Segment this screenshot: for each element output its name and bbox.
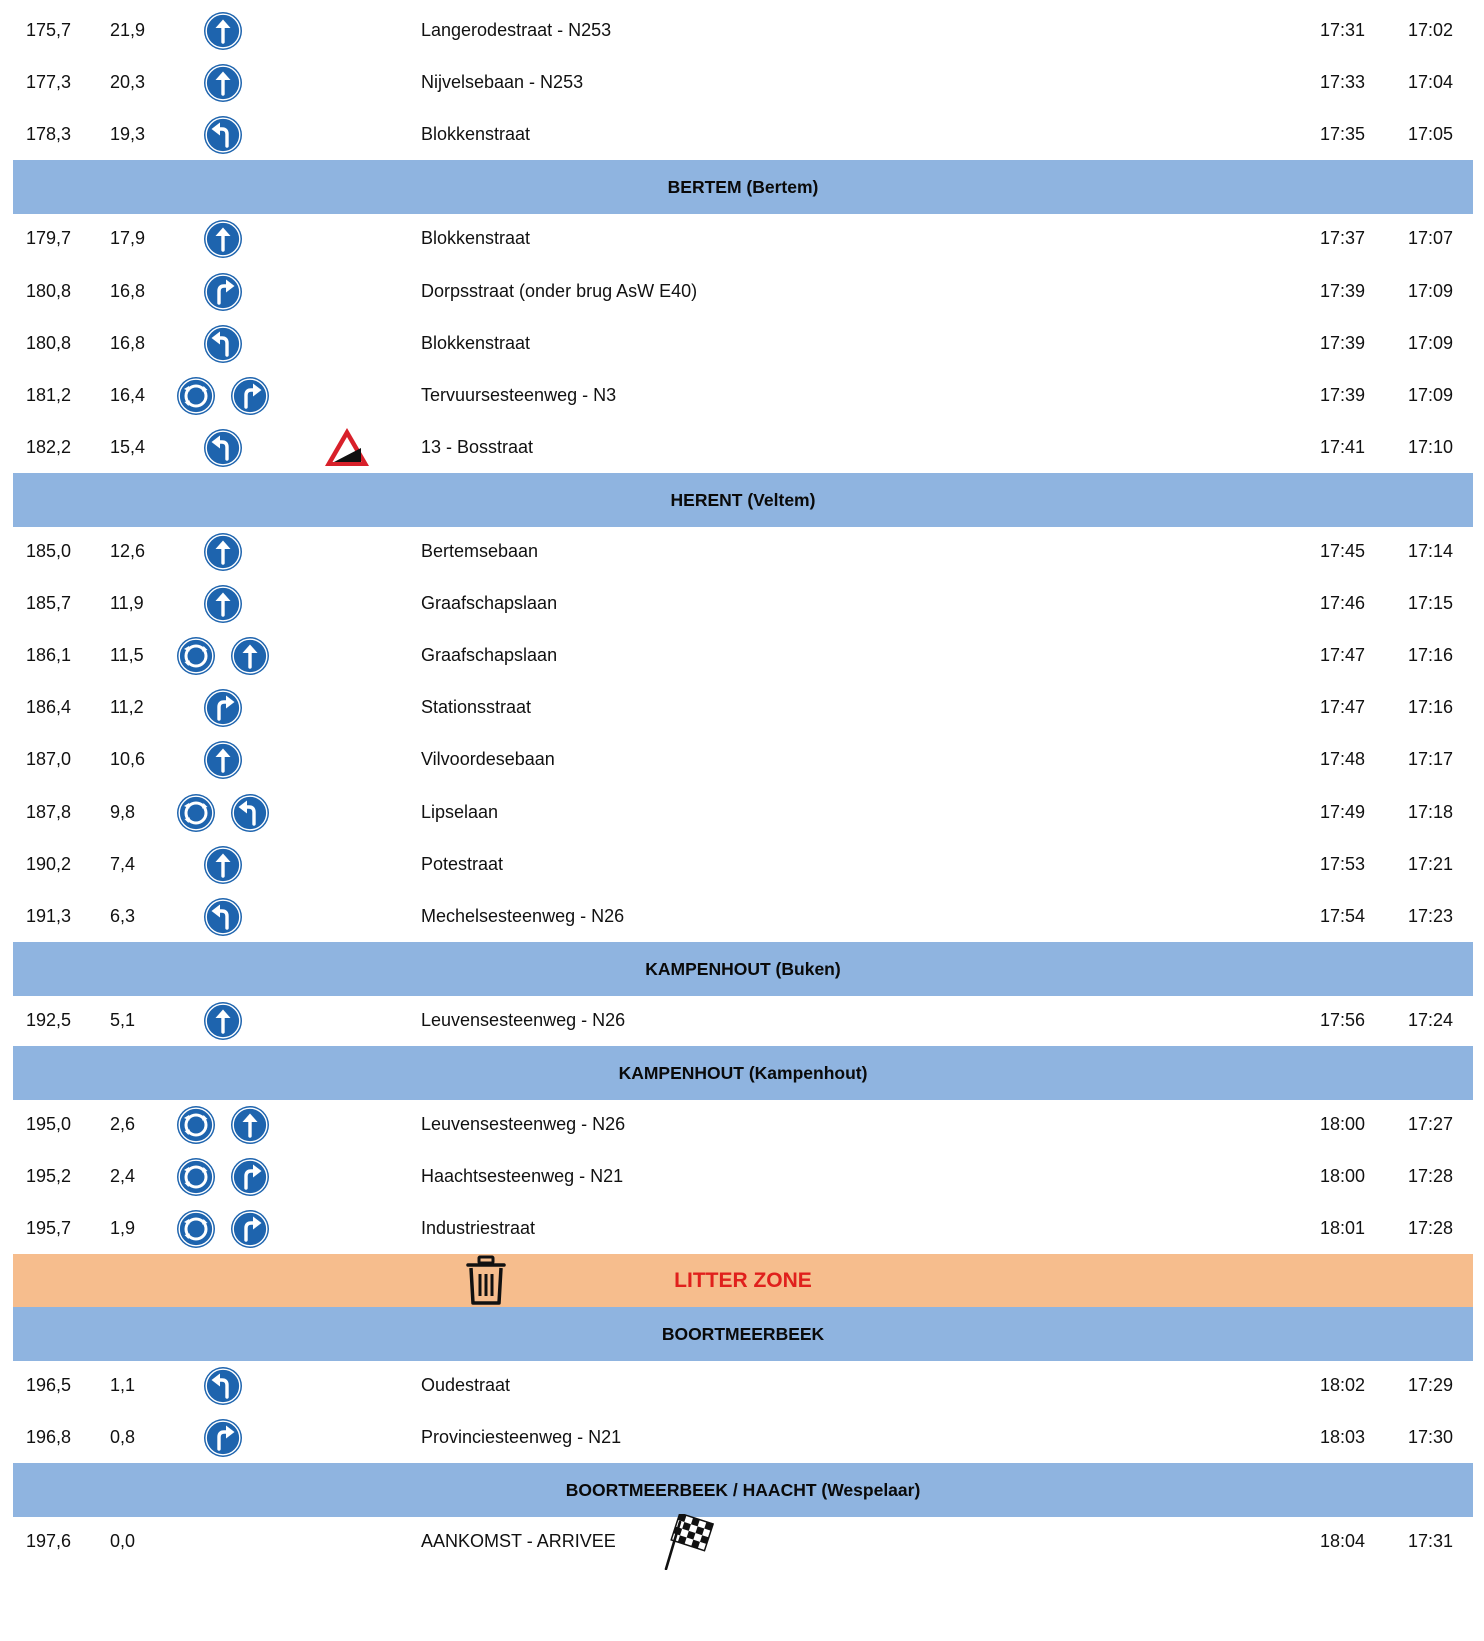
route-row xyxy=(0,1201,1484,1255)
straight-icon xyxy=(203,63,243,108)
route-row xyxy=(0,107,1484,161)
passage-time-fast: 17:47 xyxy=(1320,645,1366,665)
route-row xyxy=(0,264,1484,318)
route-row xyxy=(0,55,1484,109)
distance-remaining: 9,8 xyxy=(110,802,136,822)
distance-covered: 195,7 xyxy=(26,1218,72,1238)
climb-warning-icon xyxy=(323,426,371,473)
roundabout-icon xyxy=(176,793,216,838)
passage-time-slow: 17:31 xyxy=(1408,1531,1454,1551)
route-row xyxy=(0,576,1484,630)
distance-remaining: 5,1 xyxy=(110,1010,136,1030)
route-row xyxy=(0,420,1484,474)
street-name: Graafschapslaan xyxy=(421,645,558,665)
street-name: Lipselaan xyxy=(421,802,499,822)
distance-covered: 187,0 xyxy=(26,749,72,769)
passage-time-fast: 18:03 xyxy=(1320,1427,1366,1447)
locality-label: BOORTMEERBEEK / HAACHT (Wespelaar) xyxy=(565,1480,921,1500)
street-name: Blokkenstraat xyxy=(421,124,531,144)
street-name: Provinciesteenweg - N21 xyxy=(421,1427,622,1447)
turn-right-icon xyxy=(230,376,270,421)
straight-icon xyxy=(203,740,243,785)
turn-left-icon xyxy=(203,428,243,473)
passage-time-fast: 17:39 xyxy=(1320,385,1366,405)
route-row xyxy=(0,316,1484,370)
passage-time-slow: 17:28 xyxy=(1408,1166,1454,1186)
straight-icon xyxy=(203,219,243,264)
turn-right-icon xyxy=(230,1157,270,1202)
passage-time-slow: 17:24 xyxy=(1408,1010,1454,1030)
locality-band xyxy=(13,1307,1473,1361)
street-name: Stationsstraat xyxy=(421,697,532,717)
route-row xyxy=(0,1410,1484,1464)
street-name: Industriestraat xyxy=(421,1218,536,1238)
passage-time-fast: 17:49 xyxy=(1320,802,1366,822)
route-row xyxy=(0,993,1484,1047)
distance-remaining: 16,4 xyxy=(110,385,146,405)
distance-remaining: 21,9 xyxy=(110,20,146,40)
street-name: Bertemsebaan xyxy=(421,541,539,561)
turn-right-icon xyxy=(203,1418,243,1463)
passage-time-fast: 17:46 xyxy=(1320,593,1366,613)
distance-remaining: 1,9 xyxy=(110,1218,136,1238)
distance-remaining: 11,5 xyxy=(110,645,144,665)
distance-covered: 197,6 xyxy=(26,1531,72,1551)
distance-remaining: 20,3 xyxy=(110,72,146,92)
locality-label: KAMPENHOUT (Kampenhout) xyxy=(618,1063,868,1083)
trash-can-icon xyxy=(464,1255,508,1312)
straight-icon xyxy=(203,11,243,56)
passage-time-fast: 17:33 xyxy=(1320,72,1366,92)
street-name: AANKOMST - ARRIVEE xyxy=(421,1531,616,1551)
route-row xyxy=(0,628,1484,682)
roundabout-icon xyxy=(176,1157,216,1202)
passage-time-fast: 17:37 xyxy=(1320,228,1366,248)
street-name: Mechelsesteenweg - N26 xyxy=(421,906,625,926)
locality-band xyxy=(13,942,1473,996)
distance-remaining: 0,8 xyxy=(110,1427,136,1447)
roundabout-icon xyxy=(176,1209,216,1254)
distance-remaining: 15,4 xyxy=(110,437,146,457)
street-name: Blokkenstraat xyxy=(421,228,531,248)
route-row xyxy=(0,211,1484,265)
street-name: Oudestraat xyxy=(421,1375,511,1395)
locality-band xyxy=(13,1463,1473,1517)
locality-label: HERENT (Veltem) xyxy=(670,490,816,510)
route-row xyxy=(0,889,1484,943)
distance-remaining: 6,3 xyxy=(110,906,136,926)
turn-left-icon xyxy=(230,793,270,838)
route-row xyxy=(0,785,1484,839)
distance-remaining: 1,1 xyxy=(110,1375,136,1395)
distance-remaining: 2,4 xyxy=(110,1166,136,1186)
passage-time-slow: 17:09 xyxy=(1408,385,1454,405)
litter-zone-band xyxy=(13,1254,1473,1308)
passage-time-fast: 18:01 xyxy=(1320,1218,1366,1238)
locality-band xyxy=(13,160,1473,214)
street-name: Leuvensesteenweg - N26 xyxy=(421,1010,626,1030)
street-name: Haachtsesteenweg - N21 xyxy=(421,1166,624,1186)
distance-covered: 175,7 xyxy=(26,20,72,40)
distance-covered: 190,2 xyxy=(26,854,72,874)
passage-time-fast: 18:04 xyxy=(1320,1531,1366,1551)
distance-covered: 186,1 xyxy=(26,645,72,665)
turn-left-icon xyxy=(203,324,243,369)
turn-right-icon xyxy=(203,688,243,733)
turn-left-icon xyxy=(203,897,243,942)
passage-time-slow: 17:16 xyxy=(1408,697,1454,717)
turn-right-icon xyxy=(203,272,243,317)
distance-remaining: 10,6 xyxy=(110,749,146,769)
passage-time-fast: 18:02 xyxy=(1320,1375,1366,1395)
distance-covered: 191,3 xyxy=(26,906,72,926)
distance-covered: 181,2 xyxy=(26,385,72,405)
street-name: Nijvelsebaan - N253 xyxy=(421,72,584,92)
passage-time-slow: 17:29 xyxy=(1408,1375,1454,1395)
distance-covered: 185,7 xyxy=(26,593,72,613)
passage-time-slow: 17:02 xyxy=(1408,20,1454,40)
finish-flag-icon xyxy=(660,1514,724,1575)
passage-time-slow: 17:18 xyxy=(1408,802,1454,822)
straight-icon xyxy=(203,584,243,629)
distance-remaining: 7,4 xyxy=(110,854,136,874)
street-name: Vilvoordesebaan xyxy=(421,749,555,769)
distance-remaining: 11,9 xyxy=(110,593,144,613)
street-name: Tervuursesteenweg - N3 xyxy=(421,385,617,405)
passage-time-fast: 18:00 xyxy=(1320,1114,1366,1134)
passage-time-slow: 17:09 xyxy=(1408,333,1454,353)
passage-time-fast: 17:53 xyxy=(1320,854,1366,874)
route-row xyxy=(0,1097,1484,1151)
locality-label: BERTEM (Bertem) xyxy=(667,177,819,197)
passage-time-slow: 17:05 xyxy=(1408,124,1454,144)
route-row xyxy=(0,680,1484,734)
distance-covered: 179,7 xyxy=(26,228,72,248)
turn-left-icon xyxy=(203,1366,243,1411)
distance-remaining: 17,9 xyxy=(110,228,146,248)
passage-time-slow: 17:10 xyxy=(1408,437,1454,457)
street-name: Blokkenstraat xyxy=(421,333,531,353)
passage-time-fast: 17:45 xyxy=(1320,541,1366,561)
passage-time-slow: 17:14 xyxy=(1408,541,1454,561)
distance-remaining: 16,8 xyxy=(110,333,146,353)
distance-covered: 196,5 xyxy=(26,1375,72,1395)
route-row xyxy=(0,1149,1484,1203)
distance-covered: 187,8 xyxy=(26,802,72,822)
straight-icon xyxy=(203,532,243,577)
distance-covered: 196,8 xyxy=(26,1427,72,1447)
locality-label: KAMPENHOUT (Buken) xyxy=(645,959,841,979)
locality-label: BOORTMEERBEEK xyxy=(661,1324,825,1344)
roundabout-icon xyxy=(176,376,216,421)
passage-time-slow: 17:17 xyxy=(1408,749,1454,769)
locality-band xyxy=(13,473,1473,527)
route-row xyxy=(0,368,1484,422)
distance-covered: 192,5 xyxy=(26,1010,72,1030)
distance-remaining: 16,8 xyxy=(110,281,146,301)
distance-covered: 195,0 xyxy=(26,1114,72,1134)
street-name: Langerodestraat - N253 xyxy=(421,20,612,40)
passage-time-fast: 18:00 xyxy=(1320,1166,1366,1186)
distance-covered: 180,8 xyxy=(26,333,72,353)
passage-time-fast: 17:35 xyxy=(1320,124,1366,144)
straight-icon xyxy=(203,845,243,890)
route-row xyxy=(0,3,1484,57)
route-row xyxy=(0,1514,1484,1568)
street-name: Leuvensesteenweg - N26 xyxy=(421,1114,626,1134)
turn-right-icon xyxy=(230,1209,270,1254)
passage-time-slow: 17:07 xyxy=(1408,228,1454,248)
route-row xyxy=(0,1358,1484,1412)
distance-remaining: 0,0 xyxy=(110,1531,136,1551)
route-row xyxy=(0,524,1484,578)
distance-covered: 195,2 xyxy=(26,1166,72,1186)
street-name: Potestraat xyxy=(421,854,504,874)
distance-remaining: 19,3 xyxy=(110,124,146,144)
passage-time-slow: 17:28 xyxy=(1408,1218,1454,1238)
distance-remaining: 2,6 xyxy=(110,1114,136,1134)
distance-covered: 186,4 xyxy=(26,697,72,717)
distance-covered: 177,3 xyxy=(26,72,72,92)
roundabout-icon xyxy=(176,636,216,681)
distance-covered: 182,2 xyxy=(26,437,72,457)
distance-covered: 185,0 xyxy=(26,541,72,561)
route-row xyxy=(0,837,1484,891)
locality-band xyxy=(13,1046,1473,1100)
passage-time-slow: 17:27 xyxy=(1408,1114,1454,1134)
passage-time-fast: 17:31 xyxy=(1320,20,1366,40)
passage-time-fast: 17:47 xyxy=(1320,697,1366,717)
litter-zone-label: LITTER ZONE xyxy=(674,1269,812,1292)
street-name: Graafschapslaan xyxy=(421,593,558,613)
passage-time-slow: 17:21 xyxy=(1408,854,1454,874)
passage-time-slow: 17:15 xyxy=(1408,593,1454,613)
straight-icon xyxy=(230,636,270,681)
straight-icon xyxy=(203,1001,243,1046)
turn-left-icon xyxy=(203,115,243,160)
distance-covered: 180,8 xyxy=(26,281,72,301)
passage-time-slow: 17:16 xyxy=(1408,645,1454,665)
straight-icon xyxy=(230,1105,270,1150)
passage-time-slow: 17:30 xyxy=(1408,1427,1454,1447)
street-name: 13 - Bosstraat xyxy=(421,437,534,457)
passage-time-fast: 17:39 xyxy=(1320,281,1366,301)
roundabout-icon xyxy=(176,1105,216,1150)
street-name: Dorpsstraat (onder brug AsW E40) xyxy=(421,281,698,301)
passage-time-fast: 17:48 xyxy=(1320,749,1366,769)
distance-remaining: 11,2 xyxy=(110,697,144,717)
passage-time-slow: 17:09 xyxy=(1408,281,1454,301)
distance-remaining: 12,6 xyxy=(110,541,146,561)
passage-time-slow: 17:23 xyxy=(1408,906,1454,926)
passage-time-slow: 17:04 xyxy=(1408,72,1454,92)
passage-time-fast: 17:54 xyxy=(1320,906,1366,926)
passage-time-fast: 17:39 xyxy=(1320,333,1366,353)
route-row xyxy=(0,732,1484,786)
passage-time-fast: 17:56 xyxy=(1320,1010,1366,1030)
distance-covered: 178,3 xyxy=(26,124,72,144)
passage-time-fast: 17:41 xyxy=(1320,437,1366,457)
